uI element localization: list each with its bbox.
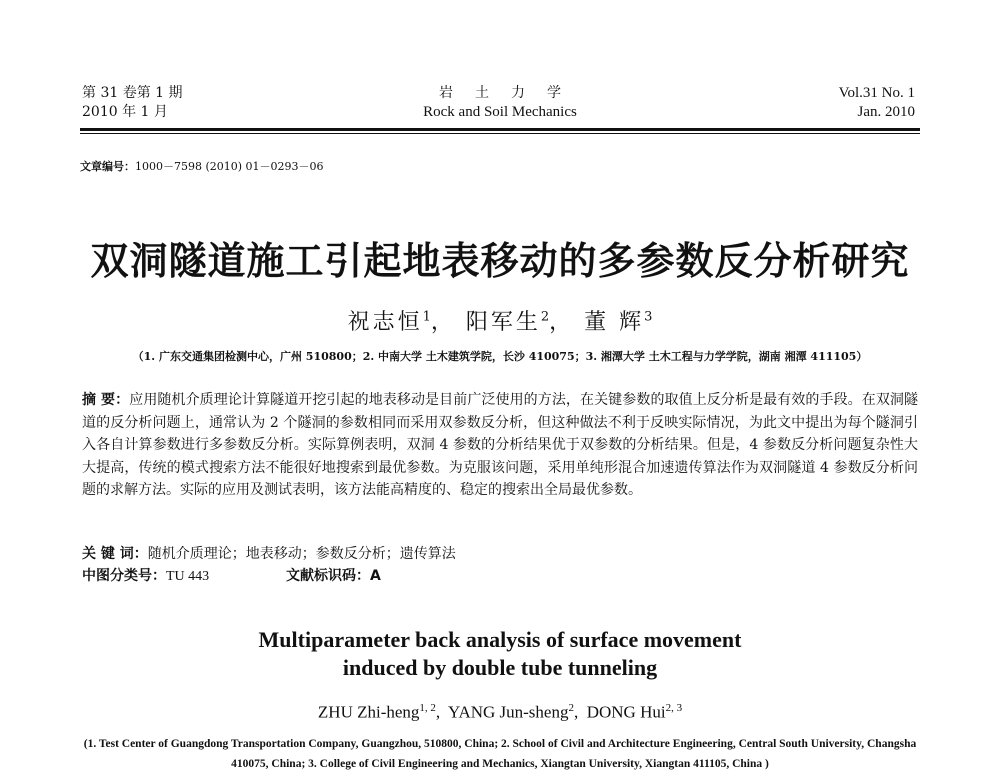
paper-title-en (0, 626, 1000, 682)
author-name-en: ZHU Zhi-heng (317, 702, 420, 722)
abstract-cn (82, 389, 918, 502)
header-volume-issue: 第 31 卷第 1 期 (82, 85, 183, 101)
author-affil-mark: 3 (644, 309, 653, 325)
author-list-cn: 祝志恒$^1$， 阳军生$^2$， 董 辉$^3$ (347, 309, 653, 335)
affiliation-en: (1. Test Center of Guangdong Transportation Company, Guangzhou, 510800, China; 2. School of Civil and Architecture Engineering, Central South University, Changsha 410075, China; 3. College of Civil Engineering and Mechanics, Xiangtan University, Xiangtan 411105, China ) (83, 738, 917, 770)
author-affil-mark: 2 (568, 702, 574, 714)
doc-code-value: A (370, 568, 381, 584)
header-volume-en (839, 84, 915, 122)
author-affil-mark: 2, 3 (665, 702, 683, 714)
keywords-label: 关 键 词： (82, 546, 148, 562)
doc-code-label: 文献标识码： (286, 568, 370, 584)
header-vol-no: Vol.31 No. 1 (838, 85, 915, 101)
journal-name-cn: 岩土力学 (439, 85, 583, 101)
header-rule-thick (80, 128, 920, 131)
keywords-cn (82, 544, 456, 564)
clc-label: 中图分类号： (82, 568, 166, 584)
header-rule-thin (80, 133, 920, 134)
header-date: 2010 年 1 月 (82, 104, 168, 120)
header-month-year: Jan. 2010 (857, 104, 915, 120)
author-affil-mark: 1 (422, 309, 431, 325)
author-name-en: DONG Hui (586, 702, 666, 722)
article-number (80, 158, 324, 174)
article-number-value: 1000－7598 (2010) 01－0293－06 (135, 160, 324, 173)
classification-line (82, 566, 381, 587)
author-affil-mark: 2 (540, 309, 550, 325)
keywords-text: 随机介质理论；地表移动；参数反分析；遗传算法 (147, 546, 456, 562)
paper-title-cn: 双洞隧道施工引起地表移动的多参数反分析研究 (90, 239, 910, 283)
affiliation-cn: （1. 广东交通集团检测中心，广州 510800；2. 中南大学 土木建筑学院，长沙 410075；3. 湘潭大学 土木工程与力学学院，湖南 湘潭 411105） (132, 350, 868, 363)
paper-title-en-line2: induced by double tube tunneling (342, 655, 658, 680)
clc-value: TU 443 (166, 569, 210, 584)
author-name-cn: 阳军生 (465, 310, 541, 335)
author-list-en: ZHU Zhi-heng$^{1, 2}$, YANG Jun-sheng$^2$, DONG Hui$^{2, 3}$ (317, 702, 683, 722)
header-issue-info (82, 84, 183, 122)
abstract-text: 应用随机介质理论计算隧道开挖引起的地表移动是目前广泛使用的方法，在关键参数的取值上反分析是最有效的手段。在双洞隧道的反分析问题上，通常认为 2 个隧洞的参数相同而采用双参数反分析，但这种做法不利于反映实际情况，为此文中提出为每个隧洞引入各自计算参数进行多参数反分析。实际算例表明，双洞 4 参数的分析结果优于双参数的分析结果。但是，4 参数反分析问题复杂性大大提高，传统的模式搜索方法不能很好地搜索到最优参数。为克服该问题，采用单纯形混合加速遗传算法作为双洞隧道 4 参数反分析问题的求解方法。实际的应用及测试表明，该方法能高精度的、稳定的搜索出全局最优参数。 (82, 392, 919, 498)
header-journal (380, 84, 620, 122)
author-name-cn: 董 辉 (584, 310, 645, 335)
paper-title-en-line1: Multiparameter back analysis of surface movement (258, 627, 742, 652)
journal-name-en: Rock and Soil Mechanics (423, 104, 577, 120)
author-name-en: YANG Jun-sheng (448, 702, 569, 722)
article-number-label: 文章编号： (80, 160, 135, 173)
author-name-cn: 祝志恒 (347, 310, 423, 335)
author-affil-mark: 1, 2 (419, 702, 436, 714)
abstract-label: 摘 要： (82, 392, 130, 408)
